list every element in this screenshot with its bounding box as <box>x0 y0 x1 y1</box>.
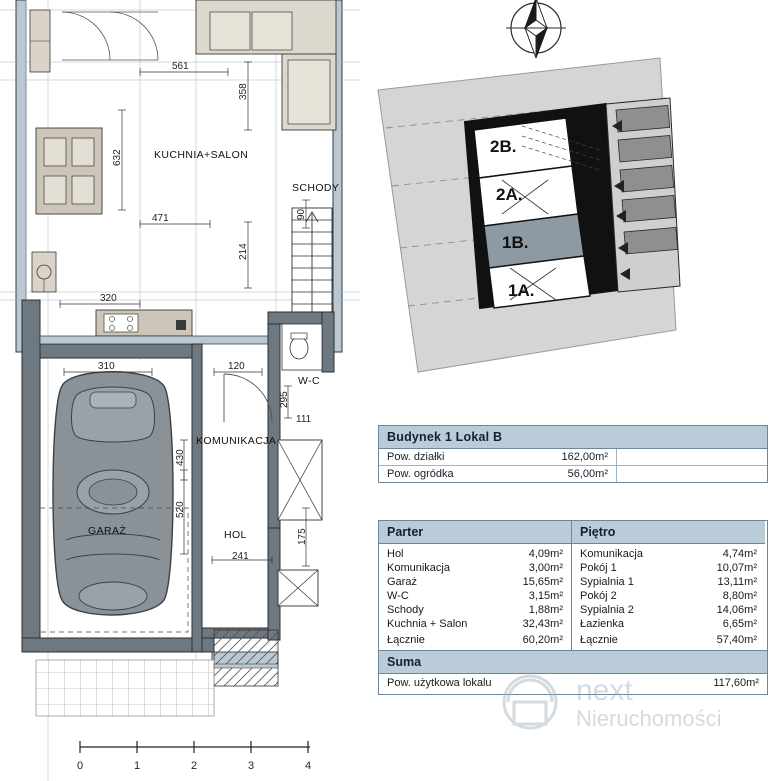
table-row <box>572 603 765 617</box>
dim-90: 90 <box>296 208 307 220</box>
row-label: Kuchnia + Salon <box>387 618 468 630</box>
scale-tick-1: 1 <box>134 760 141 772</box>
row-label: Łącznie <box>387 634 425 646</box>
room-label-schody: SCHODY <box>292 182 340 194</box>
row-value: 14,06m² <box>716 604 757 616</box>
row-value: 4,74m² <box>722 548 757 560</box>
watermark-line2: Nieruchomości <box>576 706 722 731</box>
plot-area-label: Pow. działki <box>387 451 445 463</box>
dim-430: 430 <box>175 449 186 466</box>
row-label: Łazienka <box>580 618 625 630</box>
table-row-total <box>572 631 765 647</box>
table-row <box>572 589 765 603</box>
wc-fixtures <box>282 324 322 370</box>
table-row <box>379 603 571 617</box>
row-value: 6,65m² <box>722 618 757 630</box>
unit-label-2b: 2B. <box>490 137 517 156</box>
row-value: 60,20m² <box>522 634 563 646</box>
row-label: Hol <box>387 548 404 560</box>
first-floor-rows <box>572 544 765 650</box>
table-row <box>379 575 571 589</box>
dim-632: 632 <box>112 149 123 166</box>
unit-summary-title: Budynek 1 Lokal B <box>379 426 767 449</box>
table-row <box>379 449 767 466</box>
table-row <box>572 575 765 589</box>
scale-tick-3: 3 <box>248 760 255 772</box>
garden-area-cell <box>379 466 617 482</box>
dim-214: 214 <box>238 243 249 260</box>
floor-plan-drawing <box>0 0 360 781</box>
furniture-wardrobe <box>30 10 50 72</box>
garden-area-value: 56,00m² <box>567 468 608 480</box>
table-row-total <box>379 631 571 647</box>
row-value: 1,88m² <box>528 604 563 616</box>
table-row <box>572 547 765 561</box>
plot-area-value: 162,00m² <box>561 451 608 463</box>
dim-241: 241 <box>232 551 249 562</box>
fixture-sink <box>32 252 56 292</box>
unit-label-2a: 2A. <box>496 185 523 204</box>
table-row <box>379 617 571 631</box>
row-value: 3,15m² <box>528 590 563 602</box>
dim-471: 471 <box>152 213 169 224</box>
first-floor-title: Piętro <box>572 521 765 544</box>
scale-tick-2: 2 <box>191 760 198 772</box>
kitchen-counter <box>96 310 192 336</box>
row-label: Schody <box>387 604 424 616</box>
suma-label: Pow. użytkowa lokalu <box>387 677 492 689</box>
room-label-komunikacja: KOMUNIKACJA <box>196 435 277 447</box>
first-floor-column <box>572 521 765 650</box>
row-value: 10,07m² <box>716 562 757 574</box>
dim-120: 120 <box>228 361 245 372</box>
room-label-hol: HOL <box>224 529 247 541</box>
row-value: 57,40m² <box>716 634 757 646</box>
ground-floor-title: Parter <box>379 521 571 544</box>
scale-bar <box>60 735 330 775</box>
room-label-wc: W-C <box>298 375 321 387</box>
car-illustration <box>53 372 173 615</box>
dim-111: 111 <box>296 414 312 425</box>
scale-tick-4: 4 <box>305 760 312 772</box>
table-row <box>379 466 767 482</box>
row-label: Łącznie <box>580 634 618 646</box>
dim-310: 310 <box>98 361 115 372</box>
dim-320: 320 <box>100 293 117 304</box>
row-value: 32,43m² <box>522 618 563 630</box>
row-label: Pokój 2 <box>580 590 617 602</box>
row-label: Komunikacja <box>580 548 643 560</box>
dim-175: 175 <box>297 528 308 545</box>
row-value: 15,65m² <box>522 576 563 588</box>
plot-area-extra-cell <box>617 449 765 465</box>
suma-value: 117,60m² <box>713 677 759 689</box>
table-row <box>572 617 765 631</box>
room-label-garaz: GARAŻ <box>88 525 127 537</box>
row-value: 3,00m² <box>528 562 563 574</box>
scale-tick-0: 0 <box>77 760 84 772</box>
unit-label-1a: 1A. <box>508 281 535 300</box>
row-label: W-C <box>387 590 409 602</box>
staircase <box>292 208 332 320</box>
row-label: Sypialnia 2 <box>580 604 634 616</box>
room-areas-columns <box>379 521 767 650</box>
row-value: 8,80m² <box>722 590 757 602</box>
table-row <box>572 561 765 575</box>
furniture-dining-set <box>36 128 102 214</box>
row-label: Garaż <box>387 576 417 588</box>
watermark-line1: next <box>576 674 633 707</box>
dim-295: 295 <box>279 391 290 408</box>
row-label: Komunikacja <box>387 562 450 574</box>
paving-grid <box>36 660 214 716</box>
dim-520: 520 <box>175 501 186 518</box>
dim-561: 561 <box>172 61 189 72</box>
building-block <box>465 104 618 308</box>
row-value: 4,09m² <box>528 548 563 560</box>
room-areas-table <box>378 520 768 695</box>
table-row <box>379 589 571 603</box>
table-row <box>379 561 571 575</box>
ground-floor-rows <box>379 544 571 650</box>
unit-summary-table <box>378 425 768 483</box>
row-label: Pokój 1 <box>580 562 617 574</box>
unit-label-1b: 1B. <box>502 233 529 252</box>
plot-area-cell <box>379 449 617 465</box>
room-label-kuchnia-salon: KUCHNIA+SALON <box>154 149 249 161</box>
parking-strip <box>606 98 680 292</box>
garden-area-label: Pow. ogródka <box>387 468 454 480</box>
table-row <box>379 547 571 561</box>
suma-title: Suma <box>379 650 767 674</box>
suma-row <box>379 674 767 694</box>
row-label: Sypialnia 1 <box>580 576 634 588</box>
garden-area-extra-cell <box>617 466 765 482</box>
ground-floor-column <box>379 521 572 650</box>
row-value: 13,11m² <box>717 576 757 588</box>
dim-358: 358 <box>238 83 249 100</box>
site-map <box>370 0 776 420</box>
